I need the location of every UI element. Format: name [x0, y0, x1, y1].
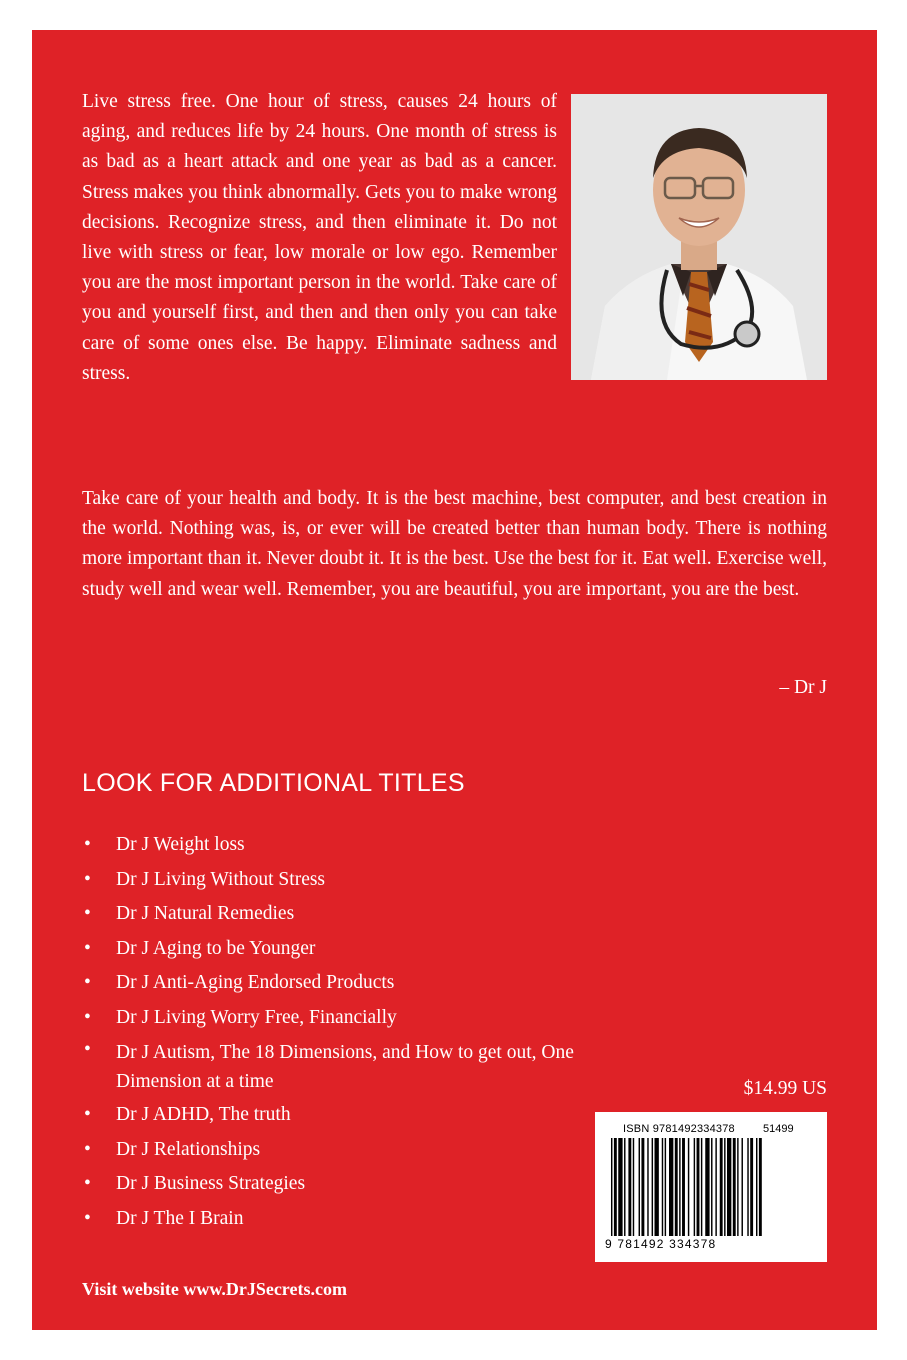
title-item: • Dr J ADHD, The truth	[82, 1098, 582, 1133]
title-item: • Dr J Relationships	[82, 1133, 582, 1168]
isbn-label: ISBN 9781492334378	[623, 1123, 735, 1135]
title-item: • Dr J Weight loss	[82, 828, 582, 863]
bullet-icon: •	[84, 1039, 91, 1060]
bullet-icon: •	[84, 937, 91, 959]
price-code: 51499	[763, 1123, 794, 1135]
titles-list	[82, 828, 582, 1236]
bullet-icon: •	[84, 972, 91, 993]
back-cover	[32, 30, 877, 1330]
signature: – Dr J	[779, 677, 827, 698]
titles-heading: LOOK FOR ADDITIONAL TITLES	[82, 769, 465, 797]
bullet-icon: •	[84, 903, 91, 924]
title-item: • Dr J Business Strategies	[82, 1167, 582, 1202]
bullet-icon: •	[84, 1173, 91, 1194]
bullet-icon: •	[84, 1138, 91, 1160]
title-item: • Dr J Autism, The 18 Dimensions, and How to get out, One Dimension at a time	[82, 1035, 582, 1098]
intro-paragraph-text: Live stress free. One hour of stress, causes 24 hours of aging, and reduces life by 24 hours. One month of stress is as bad as a heart attack and one year as bad as a cancer. Stress makes you think abnormally. Gets you to make wrong decisions. Recognize stress, and then eliminate it. Do not live with stress or fear, low morale or low ego. Remember you are the most important person in the world. Take care of you and yourself first, and then and then only you can take care of some ones else. Be happy. Eliminate sadness and stress.	[82, 91, 557, 384]
bullet-icon: •	[84, 1006, 91, 1028]
bullet-icon: •	[84, 1104, 91, 1125]
title-item: • Dr J Natural Remedies	[82, 897, 582, 932]
health-paragraph: Take care of your health and body. It is the best machine, best computer, and best creation in the world. Nothing was, is, or ever will be created better than human body. There is nothing more important than it. Never doubt it. It is the best. Use the best for it. Eat well. Exercise well, study well and wear well. Remember, you are beautiful, you are important, you are the best.	[82, 488, 827, 600]
title-item: • Dr J Anti-Aging Endorsed Products	[82, 966, 582, 1001]
intro-paragraph	[82, 87, 827, 393]
price-label: $14.99 US	[743, 1078, 827, 1099]
title-item: • Dr J Living Worry Free, Financially	[82, 1001, 582, 1036]
website-link[interactable]: Visit website www.DrJSecrets.com	[82, 1279, 347, 1299]
ean-digits: 9 781492 334378	[605, 1237, 717, 1251]
title-item: • Dr J The I Brain	[82, 1202, 582, 1237]
barcode-bars-icon	[611, 1138, 817, 1236]
title-item: • Dr J Living Without Stress	[82, 863, 582, 898]
bullet-icon: •	[84, 868, 91, 890]
bullet-icon: •	[84, 1207, 91, 1229]
title-item: • Dr J Aging to be Younger	[82, 932, 582, 967]
bullet-icon: •	[84, 834, 91, 855]
isbn-barcode	[595, 1112, 827, 1262]
